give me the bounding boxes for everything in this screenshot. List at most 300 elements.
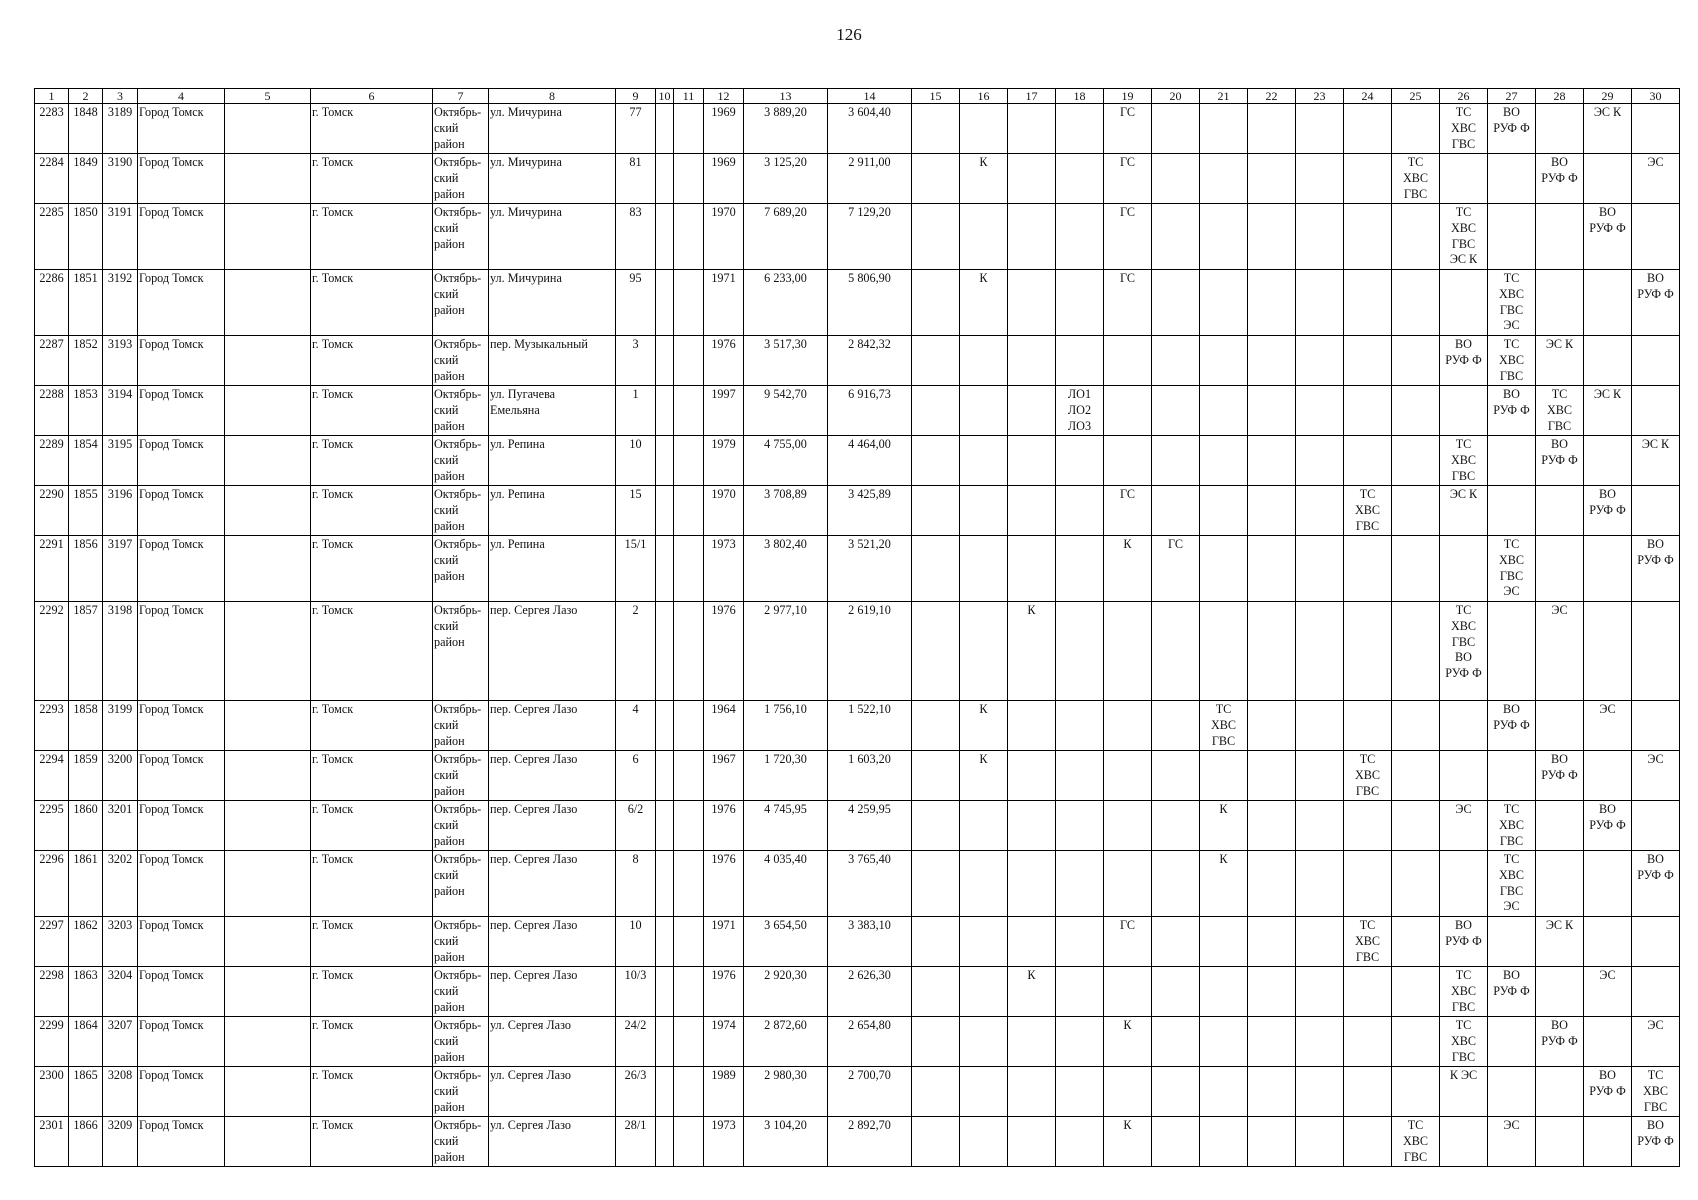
cell-col-27 (1488, 751, 1536, 801)
cell-col-30: ВО РУФ Ф (1632, 851, 1680, 917)
table-row (35, 801, 1680, 851)
cell-col-2: 1856 (69, 536, 103, 602)
cell-col-16 (960, 851, 1008, 917)
cell-col-12: 1970 (704, 486, 744, 536)
cell-col-3: 3190 (103, 154, 138, 204)
cell-col-16: К (960, 751, 1008, 801)
cell-col-17 (1008, 270, 1056, 336)
cell-col-14: 3 425,89 (828, 486, 912, 536)
cell-col-30: ЭС К (1632, 436, 1680, 486)
cell-col-26: ВО РУФ Ф (1440, 336, 1488, 386)
cell-col-8: пер. Сергея Лазо (489, 602, 616, 701)
cell-col-23 (1296, 701, 1344, 751)
cell-col-26: ЭС (1440, 801, 1488, 851)
cell-col-11 (674, 386, 704, 436)
cell-col-3: 3193 (103, 336, 138, 386)
cell-col-17 (1008, 1117, 1056, 1167)
cell-col-6: г. Томск (311, 536, 433, 602)
cell-col-1: 2286 (35, 270, 69, 336)
cell-col-7: Октябрь- ский район (433, 1117, 489, 1167)
column-header-11: 11 (674, 89, 704, 104)
cell-col-4: Город Томск (138, 270, 225, 336)
cell-col-9: 10/3 (616, 967, 656, 1017)
cell-col-16 (960, 967, 1008, 1017)
cell-col-2: 1861 (69, 851, 103, 917)
cell-col-22 (1248, 701, 1296, 751)
cell-col-4: Город Томск (138, 104, 225, 154)
cell-col-5 (225, 336, 311, 386)
column-header-19: 19 (1104, 89, 1152, 104)
cell-col-10 (656, 701, 674, 751)
cell-col-23 (1296, 204, 1344, 270)
cell-col-7: Октябрь- ский район (433, 204, 489, 270)
cell-col-13: 9 542,70 (744, 386, 828, 436)
cell-col-24 (1344, 967, 1392, 1017)
cell-col-14: 2 619,10 (828, 602, 912, 701)
cell-col-12: 1989 (704, 1067, 744, 1117)
cell-col-19: К (1104, 1117, 1152, 1167)
cell-col-17 (1008, 917, 1056, 967)
cell-col-30 (1632, 917, 1680, 967)
cell-col-8: ул. Сергея Лазо (489, 1017, 616, 1067)
cell-col-16 (960, 386, 1008, 436)
cell-col-24: ТС ХВС ГВС (1344, 917, 1392, 967)
cell-col-28 (1536, 1067, 1584, 1117)
cell-col-17 (1008, 851, 1056, 917)
cell-col-8: пер. Сергея Лазо (489, 701, 616, 751)
cell-col-12: 1976 (704, 967, 744, 1017)
cell-col-16 (960, 486, 1008, 536)
cell-col-27: ЭС (1488, 1117, 1536, 1167)
cell-col-25 (1392, 204, 1440, 270)
cell-col-6: г. Томск (311, 336, 433, 386)
cell-col-20 (1152, 751, 1200, 801)
cell-col-1: 2285 (35, 204, 69, 270)
cell-col-1: 2287 (35, 336, 69, 386)
cell-col-6: г. Томск (311, 917, 433, 967)
cell-col-30: ТС ХВС ГВС (1632, 1067, 1680, 1117)
cell-col-4: Город Томск (138, 486, 225, 536)
cell-col-23 (1296, 386, 1344, 436)
cell-col-2: 1858 (69, 701, 103, 751)
cell-col-26 (1440, 851, 1488, 917)
cell-col-10 (656, 204, 674, 270)
cell-col-28: ЭС (1536, 602, 1584, 701)
cell-col-8: ул. Пугачева Емельяна (489, 386, 616, 436)
cell-col-17: К (1008, 602, 1056, 701)
cell-col-6: г. Томск (311, 701, 433, 751)
cell-col-27 (1488, 1067, 1536, 1117)
cell-col-15 (912, 967, 960, 1017)
cell-col-3: 3198 (103, 602, 138, 701)
table-row (35, 602, 1680, 701)
column-header-18: 18 (1056, 89, 1104, 104)
cell-col-13: 1 756,10 (744, 701, 828, 751)
cell-col-26 (1440, 386, 1488, 436)
cell-col-3: 3209 (103, 1117, 138, 1167)
cell-col-10 (656, 1017, 674, 1067)
cell-col-23 (1296, 1117, 1344, 1167)
cell-col-9: 81 (616, 154, 656, 204)
cell-col-29 (1584, 436, 1632, 486)
cell-col-14: 3 604,40 (828, 104, 912, 154)
cell-col-17 (1008, 536, 1056, 602)
cell-col-23 (1296, 801, 1344, 851)
cell-col-10 (656, 104, 674, 154)
table-row (35, 701, 1680, 751)
cell-col-12: 1973 (704, 1117, 744, 1167)
cell-col-28 (1536, 536, 1584, 602)
cell-col-14: 7 129,20 (828, 204, 912, 270)
cell-col-15 (912, 336, 960, 386)
cell-col-9: 83 (616, 204, 656, 270)
cell-col-7: Октябрь- ский район (433, 386, 489, 436)
cell-col-12: 1976 (704, 602, 744, 701)
cell-col-20 (1152, 270, 1200, 336)
cell-col-18 (1056, 104, 1104, 154)
cell-col-15 (912, 602, 960, 701)
cell-col-8: пер. Музыкальный (489, 336, 616, 386)
cell-col-3: 3191 (103, 204, 138, 270)
cell-col-15 (912, 536, 960, 602)
cell-col-25 (1392, 602, 1440, 701)
cell-col-3: 3199 (103, 701, 138, 751)
cell-col-20 (1152, 701, 1200, 751)
cell-col-24 (1344, 536, 1392, 602)
cell-col-1: 2296 (35, 851, 69, 917)
cell-col-7: Октябрь- ский район (433, 336, 489, 386)
cell-col-15 (912, 1067, 960, 1117)
cell-col-19 (1104, 1067, 1152, 1117)
cell-col-3: 3207 (103, 1017, 138, 1067)
cell-col-28: ВО РУФ Ф (1536, 1017, 1584, 1067)
cell-col-15 (912, 104, 960, 154)
column-header-16: 16 (960, 89, 1008, 104)
cell-col-21 (1200, 536, 1248, 602)
cell-col-16 (960, 1017, 1008, 1067)
cell-col-12: 1997 (704, 386, 744, 436)
table-row (35, 967, 1680, 1017)
cell-col-1: 2295 (35, 801, 69, 851)
cell-col-5 (225, 1067, 311, 1117)
cell-col-29 (1584, 751, 1632, 801)
cell-col-2: 1857 (69, 602, 103, 701)
cell-col-6: г. Томск (311, 1017, 433, 1067)
cell-col-12: 1970 (704, 204, 744, 270)
cell-col-29 (1584, 851, 1632, 917)
cell-col-4: Город Томск (138, 1067, 225, 1117)
cell-col-26 (1440, 270, 1488, 336)
cell-col-14: 3 521,20 (828, 536, 912, 602)
cell-col-15 (912, 751, 960, 801)
cell-col-19 (1104, 801, 1152, 851)
cell-col-22 (1248, 336, 1296, 386)
cell-col-7: Октябрь- ский район (433, 154, 489, 204)
cell-col-25 (1392, 536, 1440, 602)
cell-col-2: 1860 (69, 801, 103, 851)
cell-col-9: 2 (616, 602, 656, 701)
cell-col-4: Город Томск (138, 751, 225, 801)
cell-col-18 (1056, 1017, 1104, 1067)
cell-col-12: 1969 (704, 104, 744, 154)
cell-col-5 (225, 801, 311, 851)
cell-col-10 (656, 336, 674, 386)
cell-col-29: ЭС К (1584, 386, 1632, 436)
cell-col-18 (1056, 602, 1104, 701)
cell-col-17 (1008, 1017, 1056, 1067)
cell-col-25 (1392, 486, 1440, 536)
cell-col-27: ВО РУФ Ф (1488, 104, 1536, 154)
cell-col-22 (1248, 801, 1296, 851)
cell-col-2: 1864 (69, 1017, 103, 1067)
cell-col-11 (674, 270, 704, 336)
cell-col-11 (674, 536, 704, 602)
cell-col-4: Город Томск (138, 1117, 225, 1167)
cell-col-21 (1200, 1117, 1248, 1167)
cell-col-25 (1392, 917, 1440, 967)
table-row (35, 270, 1680, 336)
cell-col-21 (1200, 154, 1248, 204)
cell-col-11 (674, 701, 704, 751)
cell-col-5 (225, 602, 311, 701)
cell-col-13: 7 689,20 (744, 204, 828, 270)
cell-col-3: 3196 (103, 486, 138, 536)
cell-col-15 (912, 436, 960, 486)
cell-col-18 (1056, 1117, 1104, 1167)
cell-col-2: 1852 (69, 336, 103, 386)
cell-col-4: Город Томск (138, 336, 225, 386)
register-body (35, 104, 1680, 1167)
cell-col-20 (1152, 602, 1200, 701)
cell-col-9: 3 (616, 336, 656, 386)
column-header-6: 6 (311, 89, 433, 104)
cell-col-27: ТС ХВС ГВС ЭС (1488, 851, 1536, 917)
cell-col-14: 2 654,80 (828, 1017, 912, 1067)
cell-col-21 (1200, 602, 1248, 701)
cell-col-10 (656, 851, 674, 917)
cell-col-11 (674, 1117, 704, 1167)
cell-col-30 (1632, 104, 1680, 154)
cell-col-29: ЭС (1584, 701, 1632, 751)
cell-col-14: 1 522,10 (828, 701, 912, 751)
cell-col-28 (1536, 967, 1584, 1017)
cell-col-17: К (1008, 967, 1056, 1017)
cell-col-25: ТС ХВС ГВС (1392, 1117, 1440, 1167)
cell-col-23 (1296, 436, 1344, 486)
column-header-27: 27 (1488, 89, 1536, 104)
cell-col-16 (960, 336, 1008, 386)
column-header-7: 7 (433, 89, 489, 104)
cell-col-9: 10 (616, 436, 656, 486)
cell-col-14: 2 911,00 (828, 154, 912, 204)
cell-col-15 (912, 917, 960, 967)
cell-col-12: 1971 (704, 270, 744, 336)
cell-col-5 (225, 1117, 311, 1167)
cell-col-8: пер. Сергея Лазо (489, 751, 616, 801)
column-header-22: 22 (1248, 89, 1296, 104)
cell-col-1: 2284 (35, 154, 69, 204)
cell-col-21 (1200, 386, 1248, 436)
cell-col-1: 2297 (35, 917, 69, 967)
column-header-29: 29 (1584, 89, 1632, 104)
cell-col-12: 1976 (704, 851, 744, 917)
cell-col-5 (225, 751, 311, 801)
column-header-9: 9 (616, 89, 656, 104)
table-row (35, 436, 1680, 486)
cell-col-26: ЭС К (1440, 486, 1488, 536)
cell-col-4: Город Томск (138, 602, 225, 701)
cell-col-28 (1536, 801, 1584, 851)
cell-col-18: ЛО1 ЛО2 ЛО3 (1056, 386, 1104, 436)
cell-col-16 (960, 801, 1008, 851)
cell-col-14: 2 700,70 (828, 1067, 912, 1117)
cell-col-17 (1008, 386, 1056, 436)
cell-col-20: ГС (1152, 536, 1200, 602)
cell-col-27: ВО РУФ Ф (1488, 967, 1536, 1017)
cell-col-30: ВО РУФ Ф (1632, 536, 1680, 602)
cell-col-16: К (960, 701, 1008, 751)
column-header-10: 10 (656, 89, 674, 104)
cell-col-8: ул. Мичурина (489, 154, 616, 204)
cell-col-4: Город Томск (138, 967, 225, 1017)
cell-col-12: 1976 (704, 801, 744, 851)
cell-col-20 (1152, 336, 1200, 386)
column-header-28: 28 (1536, 89, 1584, 104)
cell-col-26 (1440, 536, 1488, 602)
cell-col-25 (1392, 851, 1440, 917)
column-header-30: 30 (1632, 89, 1680, 104)
cell-col-2: 1851 (69, 270, 103, 336)
cell-col-15 (912, 270, 960, 336)
cell-col-2: 1848 (69, 104, 103, 154)
cell-col-16 (960, 917, 1008, 967)
cell-col-8: ул. Репина (489, 436, 616, 486)
cell-col-21 (1200, 917, 1248, 967)
cell-col-26: ВО РУФ Ф (1440, 917, 1488, 967)
cell-col-20 (1152, 486, 1200, 536)
cell-col-5 (225, 967, 311, 1017)
cell-col-27: ВО РУФ Ф (1488, 701, 1536, 751)
cell-col-17 (1008, 801, 1056, 851)
cell-col-25 (1392, 104, 1440, 154)
cell-col-3: 3194 (103, 386, 138, 436)
cell-col-5 (225, 104, 311, 154)
cell-col-21 (1200, 751, 1248, 801)
cell-col-24 (1344, 270, 1392, 336)
column-header-3: 3 (103, 89, 138, 104)
cell-col-30 (1632, 701, 1680, 751)
cell-col-18 (1056, 751, 1104, 801)
cell-col-13: 2 872,60 (744, 1017, 828, 1067)
cell-col-22 (1248, 917, 1296, 967)
cell-col-12: 1976 (704, 336, 744, 386)
cell-col-3: 3208 (103, 1067, 138, 1117)
cell-col-21: К (1200, 801, 1248, 851)
cell-col-13: 3 125,20 (744, 154, 828, 204)
column-header-20: 20 (1152, 89, 1200, 104)
table-row (35, 1067, 1680, 1117)
cell-col-20 (1152, 204, 1200, 270)
cell-col-6: г. Томск (311, 1117, 433, 1167)
cell-col-16 (960, 436, 1008, 486)
cell-col-24 (1344, 851, 1392, 917)
cell-col-28 (1536, 204, 1584, 270)
cell-col-27 (1488, 154, 1536, 204)
cell-col-15 (912, 486, 960, 536)
cell-col-18 (1056, 436, 1104, 486)
cell-col-22 (1248, 1117, 1296, 1167)
cell-col-6: г. Томск (311, 386, 433, 436)
cell-col-19: ГС (1104, 486, 1152, 536)
cell-col-29: ЭС К (1584, 104, 1632, 154)
cell-col-15 (912, 701, 960, 751)
cell-col-2: 1855 (69, 486, 103, 536)
cell-col-13: 3 654,50 (744, 917, 828, 967)
cell-col-8: ул. Репина (489, 486, 616, 536)
cell-col-10 (656, 917, 674, 967)
cell-col-19 (1104, 967, 1152, 1017)
cell-col-14: 4 464,00 (828, 436, 912, 486)
cell-col-26: ТС ХВС ГВС ЭС К (1440, 204, 1488, 270)
cell-col-14: 1 603,20 (828, 751, 912, 801)
cell-col-6: г. Томск (311, 204, 433, 270)
cell-col-6: г. Томск (311, 104, 433, 154)
cell-col-20 (1152, 436, 1200, 486)
cell-col-22 (1248, 1067, 1296, 1117)
cell-col-12: 1973 (704, 536, 744, 602)
cell-col-27: ТС ХВС ГВС ЭС (1488, 270, 1536, 336)
cell-col-23 (1296, 336, 1344, 386)
cell-col-6: г. Томск (311, 436, 433, 486)
cell-col-2: 1859 (69, 751, 103, 801)
cell-col-26 (1440, 751, 1488, 801)
cell-col-7: Октябрь- ский район (433, 270, 489, 336)
cell-col-3: 3202 (103, 851, 138, 917)
cell-col-13: 4 745,95 (744, 801, 828, 851)
column-header-24: 24 (1344, 89, 1392, 104)
cell-col-10 (656, 967, 674, 1017)
cell-col-30 (1632, 602, 1680, 701)
cell-col-30 (1632, 336, 1680, 386)
cell-col-17 (1008, 204, 1056, 270)
cell-col-11 (674, 967, 704, 1017)
cell-col-23 (1296, 917, 1344, 967)
cell-col-19 (1104, 386, 1152, 436)
cell-col-7: Октябрь- ский район (433, 967, 489, 1017)
cell-col-20 (1152, 1117, 1200, 1167)
cell-col-4: Город Томск (138, 536, 225, 602)
cell-col-29: ЭС (1584, 967, 1632, 1017)
cell-col-25 (1392, 967, 1440, 1017)
cell-col-26 (1440, 701, 1488, 751)
cell-col-27: ВО РУФ Ф (1488, 386, 1536, 436)
cell-col-9: 6/2 (616, 801, 656, 851)
cell-col-24 (1344, 1017, 1392, 1067)
cell-col-23 (1296, 1017, 1344, 1067)
cell-col-17 (1008, 154, 1056, 204)
column-header-25: 25 (1392, 89, 1440, 104)
cell-col-9: 1 (616, 386, 656, 436)
cell-col-30: ВО РУФ Ф (1632, 270, 1680, 336)
cell-col-22 (1248, 851, 1296, 917)
cell-col-19: ГС (1104, 204, 1152, 270)
column-header-1: 1 (35, 89, 69, 104)
cell-col-2: 1863 (69, 967, 103, 1017)
cell-col-19: ГС (1104, 270, 1152, 336)
cell-col-28: ТС ХВС ГВС (1536, 386, 1584, 436)
cell-col-28: ВО РУФ Ф (1536, 751, 1584, 801)
cell-col-12: 1974 (704, 1017, 744, 1067)
